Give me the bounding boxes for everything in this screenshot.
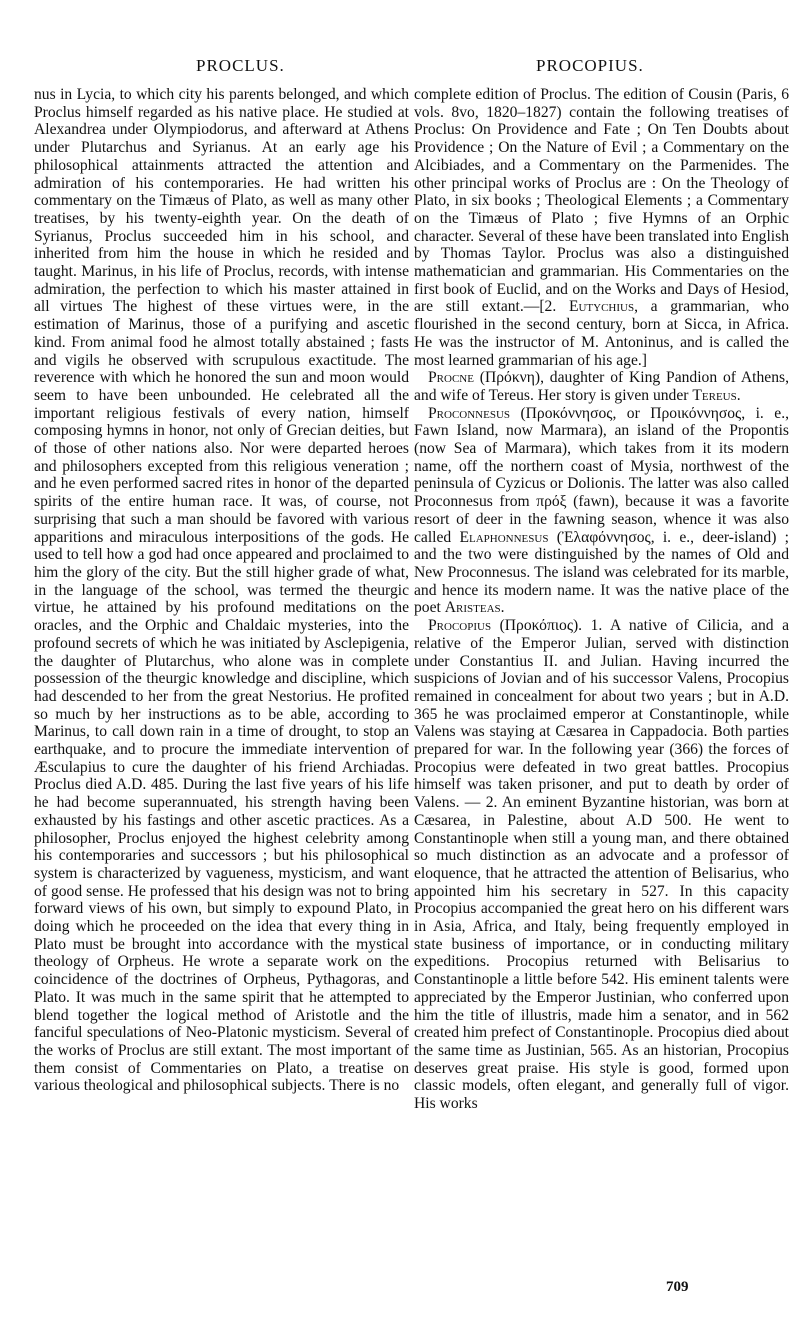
entry-proconnesus: Proconnesus (Προκόννησος, or Προικόννησος, i. e., Fawn Island, now Marmara), an island of the Propontis (now Sea of Marmara), which takes from it its modern name, off the northern coast of Mysia, northwest of the peninsula of Cyzicus or Dolionis. The latter was also called Proconnesus from πρόξ (fawn), because it was a favorite resort of deer in the fawning season, whence it was also called Elaphonnesus (Ἐλαφόννησος, i. e., deer-island) ; and the two were distinguished by the names of Old and New Proconnesus. The island was celebrated for its marble, and hence its modern name. It was the native place of the poet Aristeas.: [414, 404, 789, 617]
entry-text: (Ἐλαφόννησος, i. e., deer-island) ; and the two were distinguished by the names of Old and New Proconnesus. The island was celebrated for its marble, and hence its modern name. It was the native place of the poet: [414, 528, 789, 617]
headword-proconnesus: Proconnesus: [428, 404, 511, 422]
left-column: [34, 86, 409, 1095]
cross-ref-aristeas: Aristeas: [444, 599, 501, 617]
entry-text: (Πρόκνη), daughter of King Pandion of Athens, and wife of Tereus. Her story is given under: [414, 369, 789, 404]
entry-text: , a grammarian, who flourished in the second century, born at Sicca, in Africa. He was the instructor of M. Antoninus, and is called the most learned grammarian of his age.]: [414, 298, 789, 369]
entry-text: (Προκόννησος, or Προικόννησος, i. e., Fawn Island, now Marmara), an island of the Propontis (now Sea of Marmara), which takes from it its modern name, off the northern coast of Mysia, northwest of the peninsula of Cyzicus or Dolionis. The latter was also called Proconnesus from πρόξ (fawn), because it was a favorite resort of deer in the fawning season, whence it was also called: [414, 404, 789, 546]
running-head-left: PROCLUS.: [196, 56, 285, 75]
page-number: 709: [666, 1279, 689, 1295]
entry-procne: Procne (Πρόκνη), daughter of King Pandion of Athens, and wife of Tereus. Her story is given under Tereus.: [414, 369, 789, 404]
cross-ref-tereus: Tereus: [692, 386, 737, 404]
headword-procopius: Procopius: [428, 617, 492, 635]
headword-elaphonnesus: Elaphonnesus: [459, 528, 549, 546]
running-head-right: PROCOPIUS.: [536, 56, 644, 75]
entry-procopius: [414, 617, 789, 1113]
headword-procne: Procne: [428, 369, 474, 387]
entry-text: complete edition of Proclus. The edition of Cousin (Paris, 6 vols. 8vo, 1820–1827) contain the following treatises of Proclus: On Providence and Fate ; On Ten Doubts about Providence ; On the Nature of Evil ; a Commentary on the Alcibiades, and a Commentary on the Parmenides. The other principal works of Proclus are : On the Theology of Plato, in six books ; Theological Elements ; a Commentary on the Timæus of Plato ; five Hymns of an Orphic character. Several of these have been translated into English by Thomas Taylor. Proclus was also a distinguished mathematician and grammarian. His Commentaries on the first book of Euclid, and on the Works and Days of Hesiod, are still extant.—[2.: [414, 86, 789, 316]
entry-text: (Προκόπιος). 1. A native of Cilicia, and a relative of the Emperor Julian, served with distinction under Constantius II. and Julian. Having incurred the suspicions of Jovian and of his successor Valens, Procopius remained in concealment for about two years ; but in A.D. 365 he was proclaimed emperor at Constantinople, while Valens was staying at Cæsarea in Cappadocia. Both parties prepared for war. In the following year (366) the forces of Procopius were defeated in two great battles. Procopius himself was taken prisoner, and put to death by order of Valens. — 2. An eminent Byzantine historian, was born at Cæsarea, in Palestine, about A.D 500. He went to Constantinople when still a young man, and there obtained so much distinction as an advocate and a professor of eloquence, that he attracted the attention of Belisarius, who appointed him his secretary in 527. In this capacity Procopius accompanied the great hero on his different wars in Asia, Africa, and Italy, being frequently employed in state business of importance, or in conducting military expeditions. Procopius returned with Belisarius to Constantinople a little before 542. His eminent talents were appreciated by the Emperor Justinian, who conferred upon him the title of illustris, made him a senator, and in 562 created him prefect of Constantinople. Procopius died about the same time as Justinian, 565. As an historian, Procopius deserves great praise. His style is good, formed upon classic models, often elegant, and generally full of vigor. His works: [414, 617, 790, 1113]
entry-proclus-continued: nus in Lycia, to which city his parents belonged, and which Proclus himself regarded as his native place. He studied at Alexandrea under Olympiodorus, and afterward at Athens under Plutarchus and Syrianus. At an early age his philosophical attainments attracted the attention and admiration of his contemporaries. He had written his commentary on the Timæus of Plato, as well as many other treatises, by his twenty-eighth year. On the death of Syrianus, Proclus succeeded him in his school, and inherited from him the house in which he resided and taught. Marinus, in his life of Proclus, records, with intense admiration, the perfection to which his master attained in all virtues The highest of these virtues were, in the estimation of Marinus, those of a purifying and ascetic kind. From animal food he almost totally abstained ; fasts and vigils he observed with scrupulous exactitude. The reverence with which he honored the sun and moon would seem to have been unbounded. He celebrated all the important religious festivals of every nation, himself composing hymns in honor, not only of Grecian deities, but of those of other nations also. Nor were departed heroes and philosophers excepted from this religious veneration ; and he even performed sacred rites in honor of the departed spirits of the entire human race. It was, of course, not surprising that such a man should be favored with various apparitions and miraculous interpositions of the gods. He used to tell how a god had once appeared and proclaimed to him the glory of the city. But the still higher grade of what, in the language of the school, was termed the theurgic virtue, he attained by his profound meditations on the oracles, and the Orphic and Chaldaic mysteries, into the profound secrets of which he was initiated by Asclepigenia, the daughter of Plutarchus, who alone was in complete possession of the theurgic knowledge and discipline, which had descended to her from the great Nestorius. He profited so much by her instructions as to be able, according to Marinus, to call down rain in a time of drought, to stop an earthquake, and to procure the immediate intervention of Æsculapius to cure the daughter of his friend Archiadas. Proclus died A.D. 485. During the last five years of his life he had become superannuated, his strength having been exhausted by his fastings and other ascetic practices. As a philosopher, Proclus enjoyed the highest celebrity among his contemporaries and successors ; but his philosophical system is characterized by vagueness, mysticism, and want of good sense. He professed that his design was not to bring forward views of his own, but simply to expound Plato, in doing which he proceeded on the idea that every thing in Plato must be brought into accordance with the mystical theology of Orpheus. He wrote a separate work on the coincidence of the doctrines of Orpheus, Pythagoras, and Plato. It was much in the same spirit that he attempted to blend together the logical method of Aristotle and the fanciful speculations of Neo-Platonic mysticism. Several of the works of Proclus are still extant. The most important of them consist of Commentaries on Plato, a treatise on various theological and philosophical subjects. There is no: [34, 86, 409, 1095]
headword-eutychius: Eutychius: [568, 298, 635, 316]
right-column: [414, 86, 789, 1113]
entry-proclus-end: [414, 86, 789, 369]
